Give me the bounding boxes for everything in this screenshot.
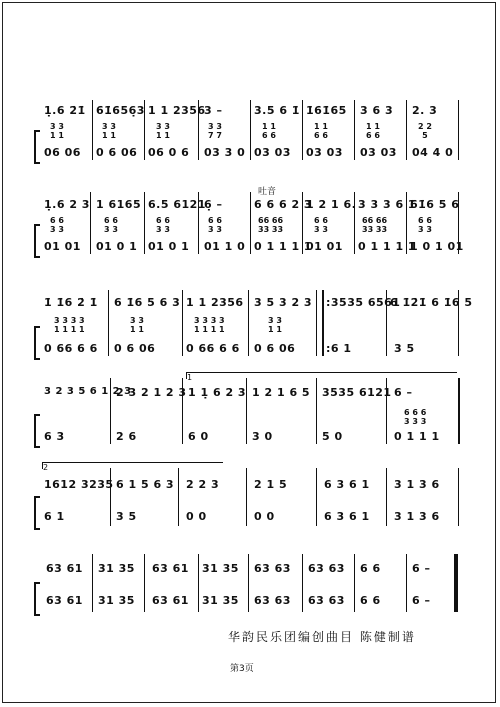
- bass-measure: 6 –: [412, 594, 431, 607]
- bass-measure: 63 63: [254, 594, 291, 607]
- barline: [92, 100, 93, 160]
- chord-stack: 1 1 6 6: [262, 122, 276, 140]
- melody-measure: 3 2 3 5 6 1 2 3: [44, 386, 132, 397]
- chord-stack: 3 3 1 1: [268, 316, 282, 334]
- bass-measure: 0 1 1 1: [394, 430, 440, 443]
- melody-measure: 63 61: [152, 562, 189, 575]
- melody-measure: 6̣ –: [204, 198, 223, 211]
- chord-stack: 3 3 3 3 1 1 1 1: [54, 316, 85, 334]
- system-bracket: [34, 582, 40, 616]
- bass-measure: 01 01: [306, 240, 343, 253]
- bass-measure: 6 3: [44, 430, 65, 443]
- repeat-end-barline: [458, 378, 460, 444]
- melody-measure: 31 35: [98, 562, 135, 575]
- melody-measure: 1̣.6 2 3: [44, 198, 90, 211]
- barline: [354, 554, 355, 612]
- bass-measure: 0 6 06: [254, 342, 296, 355]
- bass-measure: 03 3 0: [204, 146, 246, 159]
- staff-system-5: [40, 463, 458, 526]
- bass-measure: 63 61: [152, 594, 189, 607]
- melody-measure: 6 1̇6 5 6 3: [114, 296, 181, 309]
- volta-bracket-1: 1: [186, 372, 457, 379]
- chord-stack: 3 3 7 7: [208, 122, 222, 140]
- bass-measure: 03 03: [306, 146, 343, 159]
- melody-measure: 1 2 1 6 5: [252, 386, 311, 399]
- melody-measure: 2 3 2 1 2 3: [116, 386, 187, 399]
- bass-measure: 3 5: [116, 510, 137, 523]
- melody-measure: 1 1 2356: [148, 104, 206, 117]
- bass-measure: 0 66 6 6: [186, 342, 240, 355]
- system-bracket: [34, 224, 40, 258]
- system-bracket: [34, 496, 40, 530]
- chord-stack: 66 66 33 33: [362, 216, 388, 234]
- chord-stack: 1 1 6 6: [314, 122, 328, 140]
- melody-measure: 63 63: [254, 562, 291, 575]
- staff-system-2: [40, 187, 464, 254]
- melody-measure: 63 63: [308, 562, 345, 575]
- bass-measure: 03 03: [254, 146, 291, 159]
- bass-measure: 04 4 0: [412, 146, 454, 159]
- bass-measure: 01 0 1: [148, 240, 190, 253]
- system-bracket: [34, 130, 40, 164]
- barline: [458, 468, 459, 526]
- barline: [246, 468, 247, 526]
- barline: [250, 100, 251, 160]
- bass-measure: :6 1: [326, 342, 352, 355]
- melody-measure: 1̇6̇1̇6̇5: [306, 104, 347, 117]
- barline: [316, 378, 317, 444]
- bass-measure: 6 1: [44, 510, 65, 523]
- volta-bracket-2: 2: [42, 462, 223, 469]
- melody-measure: 1 1̣ 6 2 3: [188, 386, 247, 399]
- chord-stack: 3 3 1 1: [50, 122, 64, 140]
- melody-measure: 31 35: [202, 562, 239, 575]
- barline: [144, 192, 145, 254]
- bass-measure: 3 5: [394, 342, 415, 355]
- melody-measure: 3.5 6 1̇: [254, 104, 300, 117]
- barline: [458, 100, 459, 160]
- bass-measure: 6 6: [360, 594, 381, 607]
- bass-measure: 01 01: [44, 240, 81, 253]
- barline: [316, 290, 317, 356]
- bass-measure: 0 1 1 1 1: [358, 240, 417, 253]
- bass-measure: 63 61: [46, 594, 83, 607]
- melody-measure: 3535 6121: [322, 386, 392, 399]
- bass-measure: 2 6: [116, 430, 137, 443]
- melody-measure: :3535 6561: [326, 296, 401, 309]
- arranger-credit: 华韵民乐团编创曲目 陈健制谱: [228, 630, 416, 644]
- melody-measure: 6 1 5 6 3: [116, 478, 175, 491]
- bass-measure: 3 1 3 6: [394, 510, 440, 523]
- chord-stack: 6 6 3 3: [208, 216, 222, 234]
- staff-system-6: [40, 554, 458, 612]
- melody-measure: 3 1 3 6: [394, 478, 440, 491]
- melody-measure: 1612 3235: [44, 478, 114, 491]
- chord-stack: 3 3 1 1: [102, 122, 116, 140]
- bass-measure: 6 0: [188, 430, 209, 443]
- melody-measure: 2. 3: [412, 104, 438, 117]
- chord-stack: 6 6 3 3: [314, 216, 328, 234]
- page-number: 第3页: [230, 664, 254, 674]
- melody-measure: 6 6 6 2 3: [254, 198, 313, 211]
- repeat-start-barline: [322, 290, 324, 356]
- chord-stack: 3 3 3 3 1 1 1 1: [194, 316, 225, 334]
- melody-measure: 2 2 3: [186, 478, 220, 491]
- staff-system-4: [40, 373, 458, 444]
- bass-measure: 01 1 0: [204, 240, 246, 253]
- melody-measure: 6.5 6121: [148, 198, 206, 211]
- melody-measure: 2 1 5: [254, 478, 288, 491]
- chord-stack: 3 3 1 1: [156, 122, 170, 140]
- bass-measure: 01 0 1: [96, 240, 138, 253]
- melody-measure: 6 –: [394, 386, 413, 399]
- chord-stack: 6 6 3 3: [418, 216, 432, 234]
- bass-measure: 0 0: [186, 510, 207, 523]
- bass-measure: 03 03: [360, 146, 397, 159]
- chord-stack: 1 1 6 6: [366, 122, 380, 140]
- staff-system-1: [40, 100, 458, 160]
- barline: [108, 290, 109, 356]
- barline: [302, 554, 303, 612]
- chord-stack: 6 6 3 3: [156, 216, 170, 234]
- bass-measure: 5 0: [322, 430, 343, 443]
- system-bracket: [34, 414, 40, 448]
- melody-measure: 6̇1̇6 5 6: [410, 198, 460, 211]
- melody-measure: 3 5 3 2 3: [254, 296, 313, 309]
- barline: [248, 290, 249, 356]
- barline: [250, 192, 251, 254]
- melody-measure: 1̣.6 2̇1̇: [44, 104, 86, 117]
- bass-measure: 3 0: [252, 430, 273, 443]
- barline: [406, 554, 407, 612]
- melody-measure: 1 2 1 6.: [306, 198, 357, 211]
- staff-system-3: [40, 290, 473, 356]
- bass-measure: 0 0: [254, 510, 275, 523]
- barline: [182, 290, 183, 356]
- melody-measure: 63 61: [46, 562, 83, 575]
- barline: [248, 554, 249, 612]
- barline: [90, 192, 91, 254]
- barline: [246, 378, 247, 444]
- melody-measure: 6 6: [360, 562, 381, 575]
- chord-stack: 6 6 6 3 3 3: [404, 408, 427, 426]
- chord-stack: 6 6 3 3: [50, 216, 64, 234]
- chord-stack: 66 66 33 33: [258, 216, 284, 234]
- melody-measure: 3 –: [204, 104, 223, 117]
- system-bracket: [34, 326, 40, 360]
- melody-measure: 1 6165: [96, 198, 142, 211]
- bass-measure: 1 0 1 01: [410, 240, 464, 253]
- melody-measure: 3 3 3 6 1̇: [358, 198, 417, 211]
- bass-measure: 0 6 06: [96, 146, 138, 159]
- melody-measure: 6̇1̇6̇5̇6̣3: [96, 104, 145, 117]
- barline: [178, 468, 179, 526]
- barline: [198, 554, 199, 612]
- chord-stack: 2 2 5: [418, 122, 432, 140]
- barline: [354, 100, 355, 160]
- melody-measure: 6 1̇2̇1̇ 6 1̇6 5: [390, 296, 473, 309]
- chord-stack: 6 6 3 3: [104, 216, 118, 234]
- bass-measure: 0 6 06: [114, 342, 156, 355]
- barline: [92, 554, 93, 612]
- barline: [316, 468, 317, 526]
- bass-measure: 0 1 1 1 1: [254, 240, 313, 253]
- melody-measure: 6 –: [412, 562, 431, 575]
- chord-stack: 3 3 1 1: [130, 316, 144, 334]
- melody-measure: 6 3 6 1: [324, 478, 370, 491]
- bass-measure: 6 3 6 1: [324, 510, 370, 523]
- bass-measure: 31 35: [98, 594, 135, 607]
- bass-measure: 06 0 6: [148, 146, 190, 159]
- bass-measure: 63 63: [308, 594, 345, 607]
- barline: [110, 468, 111, 526]
- melody-measure: 1 1 2356: [186, 296, 244, 309]
- bass-measure: 0 66 6 6: [44, 342, 98, 355]
- melody-measure: 3 6 3: [360, 104, 394, 117]
- barline: [406, 100, 407, 160]
- bass-measure: 06 06: [44, 146, 81, 159]
- barline: [302, 100, 303, 160]
- articulation-annotation: 吐音: [258, 187, 277, 197]
- final-barline: [454, 554, 458, 612]
- bass-measure: 31 35: [202, 594, 239, 607]
- barline: [386, 468, 387, 526]
- melody-measure: 1̇ 1̇6 2̇ 1̇: [44, 296, 98, 309]
- barline: [144, 554, 145, 612]
